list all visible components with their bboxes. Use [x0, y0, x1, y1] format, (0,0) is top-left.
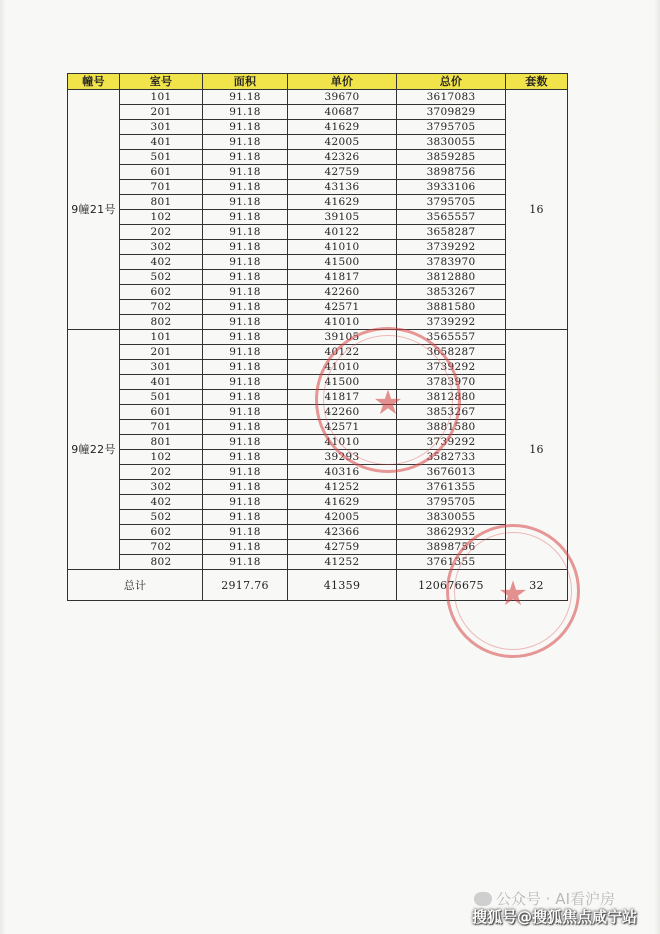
unit-price-cell: 41010 [288, 240, 397, 255]
total-price-cell: 3898756 [397, 540, 506, 555]
header-room: 室号 [120, 74, 203, 90]
total-price-cell: 3617083 [397, 90, 506, 105]
unit-price-cell: 42759 [288, 165, 397, 180]
area-cell: 91.18 [203, 480, 288, 495]
area-cell: 91.18 [203, 390, 288, 405]
total-price-cell: 3783970 [397, 255, 506, 270]
table-row [68, 135, 568, 150]
room-cell: 701 [120, 420, 203, 435]
room-cell: 602 [120, 525, 203, 540]
total-price-cell: 3676013 [397, 465, 506, 480]
area-cell: 91.18 [203, 210, 288, 225]
room-cell: 301 [120, 360, 203, 375]
total-price-cell: 3739292 [397, 240, 506, 255]
room-cell: 102 [120, 450, 203, 465]
price-table [67, 73, 568, 601]
total-price-cell: 3881580 [397, 300, 506, 315]
area-cell: 91.18 [203, 495, 288, 510]
table-row [68, 300, 568, 315]
building-cell: 9幢21号 [68, 90, 120, 330]
area-cell: 91.18 [203, 405, 288, 420]
total-price-cell: 3795705 [397, 195, 506, 210]
total-price-cell: 3739292 [397, 315, 506, 330]
total-price-cell: 3709829 [397, 105, 506, 120]
total-price-cell: 3658287 [397, 345, 506, 360]
total-row [68, 570, 568, 601]
header-area: 面积 [203, 74, 288, 90]
table-row [68, 555, 568, 570]
table-row [68, 510, 568, 525]
area-cell: 91.18 [203, 360, 288, 375]
unit-price-cell: 42571 [288, 420, 397, 435]
room-cell: 101 [120, 90, 203, 105]
room-cell: 302 [120, 240, 203, 255]
total-label: 总计 [68, 570, 203, 601]
unit-price-cell: 40122 [288, 345, 397, 360]
total-price-cell: 3830055 [397, 135, 506, 150]
total-price-cell: 3853267 [397, 285, 506, 300]
area-cell: 91.18 [203, 105, 288, 120]
total-price-cell: 3565557 [397, 330, 506, 345]
room-cell: 701 [120, 180, 203, 195]
area-cell: 91.18 [203, 420, 288, 435]
unit-price-cell: 40316 [288, 465, 397, 480]
area-cell: 91.18 [203, 345, 288, 360]
room-cell: 302 [120, 480, 203, 495]
table-row [68, 480, 568, 495]
unit-price-cell: 42326 [288, 150, 397, 165]
total-price-cell: 3898756 [397, 165, 506, 180]
table-row [68, 375, 568, 390]
table-row [68, 465, 568, 480]
room-cell: 601 [120, 165, 203, 180]
area-cell: 91.18 [203, 165, 288, 180]
table-row [68, 105, 568, 120]
table-body [68, 90, 568, 601]
total-price-cell: 3582733 [397, 450, 506, 465]
room-cell: 502 [120, 510, 203, 525]
header-row [68, 74, 568, 90]
total-price-cell: 3565557 [397, 210, 506, 225]
room-cell: 201 [120, 345, 203, 360]
table-row [68, 240, 568, 255]
table-row [68, 285, 568, 300]
area-cell: 91.18 [203, 450, 288, 465]
area-cell: 91.18 [203, 330, 288, 345]
room-cell: 401 [120, 375, 203, 390]
area-cell: 91.18 [203, 465, 288, 480]
total-price-cell: 3859285 [397, 150, 506, 165]
unit-price-cell: 39293 [288, 450, 397, 465]
total-price-cell: 3658287 [397, 225, 506, 240]
table-row [68, 405, 568, 420]
unit-price-cell: 39670 [288, 90, 397, 105]
area-cell: 91.18 [203, 240, 288, 255]
total-price-cell: 3761355 [397, 555, 506, 570]
area-cell: 91.18 [203, 525, 288, 540]
table-row [68, 390, 568, 405]
area-cell: 91.18 [203, 120, 288, 135]
area-cell: 91.18 [203, 150, 288, 165]
unit-price-cell: 41252 [288, 555, 397, 570]
unit-price-cell: 41010 [288, 315, 397, 330]
unit-price-cell: 41252 [288, 480, 397, 495]
room-cell: 501 [120, 390, 203, 405]
unit-price-cell: 41500 [288, 255, 397, 270]
total-price-cell: 3830055 [397, 510, 506, 525]
table-row [68, 255, 568, 270]
room-cell: 801 [120, 435, 203, 450]
table-row [68, 150, 568, 165]
header-total-price: 总价 [397, 74, 506, 90]
unit-price-cell: 41629 [288, 195, 397, 210]
unit-count-cell: 16 [506, 330, 568, 570]
area-cell: 91.18 [203, 375, 288, 390]
table-row [68, 495, 568, 510]
area-cell: 91.18 [203, 90, 288, 105]
room-cell: 602 [120, 285, 203, 300]
unit-price-cell: 41010 [288, 435, 397, 450]
room-cell: 502 [120, 270, 203, 285]
total-price-sum: 120676675 [397, 570, 506, 601]
area-cell: 91.18 [203, 180, 288, 195]
unit-price-cell: 42260 [288, 405, 397, 420]
area-cell: 91.18 [203, 285, 288, 300]
table-row [68, 525, 568, 540]
total-price-cell: 3739292 [397, 435, 506, 450]
area-cell: 91.18 [203, 195, 288, 210]
total-price-cell: 3739292 [397, 360, 506, 375]
table-row [68, 270, 568, 285]
total-price-cell: 3853267 [397, 405, 506, 420]
table-row [68, 345, 568, 360]
table-row [68, 225, 568, 240]
sohu-watermark: 搜狐号@搜狐焦点咸宁站 [472, 908, 638, 926]
room-cell: 201 [120, 105, 203, 120]
table-row [68, 420, 568, 435]
wechat-icon [474, 892, 492, 906]
unit-price-cell: 39105 [288, 330, 397, 345]
table-row [68, 180, 568, 195]
header-count: 套数 [506, 74, 568, 90]
unit-price-cell: 41817 [288, 270, 397, 285]
average-unit-price: 41359 [288, 570, 397, 601]
area-cell: 91.18 [203, 435, 288, 450]
unit-price-cell: 41629 [288, 495, 397, 510]
unit-price-cell: 43136 [288, 180, 397, 195]
total-price-cell: 3783970 [397, 375, 506, 390]
table-row [68, 195, 568, 210]
room-cell: 102 [120, 210, 203, 225]
unit-price-cell: 40687 [288, 105, 397, 120]
total-area: 2917.76 [203, 570, 288, 601]
table-row [68, 90, 568, 105]
room-cell: 402 [120, 495, 203, 510]
unit-count-cell: 16 [506, 90, 568, 330]
room-cell: 202 [120, 465, 203, 480]
table-row [68, 315, 568, 330]
unit-price-cell: 42005 [288, 135, 397, 150]
area-cell: 91.18 [203, 540, 288, 555]
unit-price-cell: 40122 [288, 225, 397, 240]
unit-price-cell: 42759 [288, 540, 397, 555]
unit-price-cell: 41500 [288, 375, 397, 390]
unit-price-cell: 42571 [288, 300, 397, 315]
total-price-cell: 3862932 [397, 525, 506, 540]
unit-price-cell: 42005 [288, 510, 397, 525]
room-cell: 501 [120, 150, 203, 165]
total-count: 32 [506, 570, 568, 601]
area-cell: 91.18 [203, 510, 288, 525]
table-row [68, 450, 568, 465]
unit-price-cell: 42366 [288, 525, 397, 540]
room-cell: 402 [120, 255, 203, 270]
total-price-cell: 3812880 [397, 390, 506, 405]
total-price-cell: 3933106 [397, 180, 506, 195]
header-unit-price: 单价 [288, 74, 397, 90]
area-cell: 91.18 [203, 270, 288, 285]
table-row [68, 540, 568, 555]
room-cell: 301 [120, 120, 203, 135]
room-cell: 101 [120, 330, 203, 345]
table-row [68, 435, 568, 450]
room-cell: 401 [120, 135, 203, 150]
area-cell: 91.18 [203, 225, 288, 240]
table-row [68, 165, 568, 180]
header-building: 幢号 [68, 74, 120, 90]
area-cell: 91.18 [203, 315, 288, 330]
total-price-cell: 3761355 [397, 480, 506, 495]
area-cell: 91.18 [203, 255, 288, 270]
room-cell: 801 [120, 195, 203, 210]
building-cell: 9幢22号 [68, 330, 120, 570]
table-row [68, 210, 568, 225]
table-row [68, 360, 568, 375]
unit-price-cell: 42260 [288, 285, 397, 300]
total-price-cell: 3795705 [397, 120, 506, 135]
unit-price-cell: 41629 [288, 120, 397, 135]
room-cell: 802 [120, 315, 203, 330]
room-cell: 702 [120, 540, 203, 555]
unit-price-cell: 39105 [288, 210, 397, 225]
room-cell: 202 [120, 225, 203, 240]
room-cell: 601 [120, 405, 203, 420]
area-cell: 91.18 [203, 135, 288, 150]
unit-price-cell: 41817 [288, 390, 397, 405]
total-price-cell: 3812880 [397, 270, 506, 285]
room-cell: 802 [120, 555, 203, 570]
unit-price-cell: 41010 [288, 360, 397, 375]
table-row [68, 120, 568, 135]
total-price-cell: 3881580 [397, 420, 506, 435]
area-cell: 91.18 [203, 300, 288, 315]
table-row [68, 330, 568, 345]
seal-star-icon: ★ [497, 573, 529, 614]
total-price-cell: 3795705 [397, 495, 506, 510]
area-cell: 91.18 [203, 555, 288, 570]
room-cell: 702 [120, 300, 203, 315]
seal-star-icon: ★ [372, 382, 404, 423]
wechat-watermark-text: 公众号 · AI看沪房 [496, 890, 615, 908]
